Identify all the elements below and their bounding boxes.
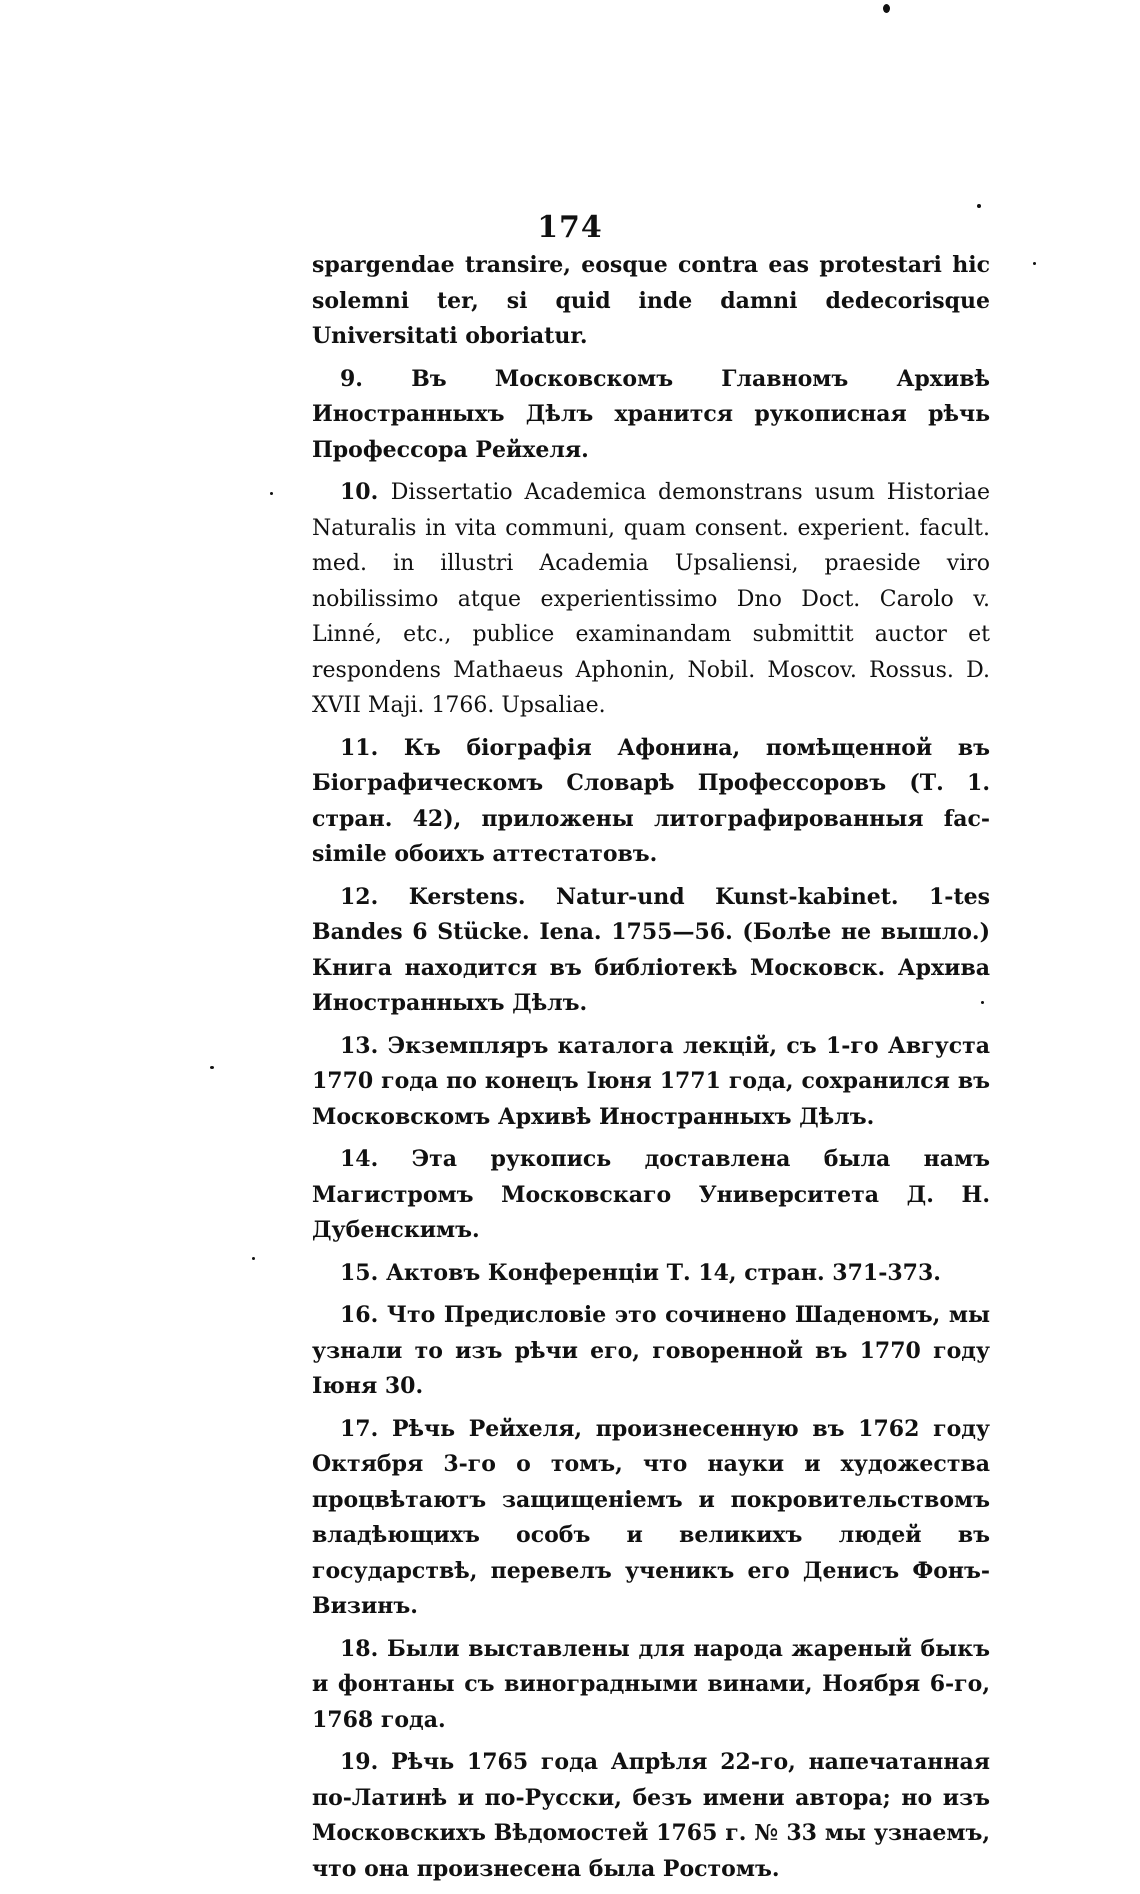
footnote-number: 16.	[340, 1302, 379, 1328]
page-number: 174	[537, 210, 603, 245]
footnote-19	[312, 1745, 990, 1887]
footnote-text: Что Предисловіе это сочинено Шаденомъ, мы узнали то изъ рѣчи его, говоренной въ 1770 году Іюня 30.	[312, 1302, 990, 1399]
scan-speck	[270, 492, 273, 495]
paragraph-text: spargendae transire, eosque contra eas protestari hic solemni ter, si quid inde damni dedecorisque Universitati oboriatur.	[312, 252, 990, 349]
scan-speck	[981, 1001, 984, 1004]
footnote-number: 17.	[340, 1415, 379, 1442]
footnote-text: Актовъ Конференціи Т. 14, стран. 371-373.	[385, 1259, 941, 1286]
footnote-number: 13.	[340, 1032, 379, 1059]
footnote-number: 19.	[340, 1749, 379, 1775]
scan-speck	[252, 1257, 255, 1260]
footnote-12	[312, 880, 990, 1022]
footnote-number: 9.	[340, 365, 363, 392]
text-column	[312, 248, 990, 1894]
footnote-text: Къ біографія Афонина, помѣщенной въ Біографическомъ Словарѣ Профессоровъ (Т. 1. стран. 42), приложены литографированныя fac-simile обоихъ аттестатовъ.	[312, 734, 990, 867]
footnote-17	[312, 1412, 990, 1625]
footnote-text: Были выставлены для народа жареный быкъ и фонтаны съ виноградными винами, Ноября 6-го, 1768 года.	[312, 1635, 990, 1733]
footnote-13	[312, 1029, 990, 1136]
footnote-text: Рѣчь 1765 года Апрѣля 22-го, напечатанная по-Латинѣ и по-Русски, безъ имени автора; но изъ Московскихъ Вѣдомостей 1765 г. № 33 мы узнаемъ, что она произнесена была Ростомъ.	[312, 1749, 990, 1882]
footnote-number: 11.	[340, 734, 379, 761]
footnote-number: 14.	[340, 1146, 379, 1172]
footnote-15	[312, 1256, 990, 1292]
footnote-text: Рѣчь Рейхеля, произнесенную въ 1762 году Октября 3-го о томъ, что науки и художества процвѣтаютъ защищеніемъ и покровительствомъ владѣющихъ особъ и великихъ людей въ государствѣ, перевелъ ученикъ его Денисъ Фонъ-Визинъ.	[312, 1415, 990, 1619]
footnote-text: Dissertatio Academica demonstrans usum Historiae Naturalis in vita communi, quam consent. experient. facult. med. in illustri Academia Upsaliensi, praeside viro nobilissimo atque experientissimo Dno Doct. Carolo v. Linné, etc., publice examinandam submittit auctor et respondens Mathaeus Aphonin, Nobil. Moscov. Rossus. D. XVII Maji. 1766. Upsaliae.	[312, 480, 990, 718]
paragraph-continued	[312, 248, 990, 355]
footnote-10	[312, 475, 990, 724]
footnote-18	[312, 1632, 990, 1739]
footnote-11	[312, 731, 990, 873]
footnote-14	[312, 1142, 990, 1249]
scan-speck	[210, 1066, 214, 1069]
scan-speck	[883, 4, 890, 13]
footnote-9	[312, 362, 990, 469]
footnote-text: Въ Московскомъ Главномъ Архивѣ Иностранныхъ Дѣлъ хранится рукописная рѣчь Профессора Рейхеля.	[312, 365, 990, 463]
scan-speck	[1033, 262, 1036, 265]
scan-speck	[977, 204, 981, 208]
footnote-text: Kerstens. Natur-und Kunst-kabinet. 1-tes Bandes 6 Stücke. Iena. 1755—56. (Болѣе не вышло.) Книга находится въ библіотекѣ Московск. Архива Иностранныхъ Дѣлъ.	[312, 883, 990, 1016]
footnote-number: 15.	[340, 1259, 379, 1286]
footnote-number: 12.	[340, 883, 379, 910]
footnote-16	[312, 1298, 990, 1405]
footnote-text: Эта рукопись доставлена была намъ Магистромъ Московскаго Университета Д. Н. Дубенскимъ.	[312, 1146, 990, 1243]
footnote-number: 18.	[340, 1635, 379, 1662]
footnote-number: 10.	[340, 479, 379, 505]
footnote-text: Экземпляръ каталога лекцій, съ 1-го Августа 1770 года по конецъ Іюня 1771 года, сохранился въ Московскомъ Архивѣ Иностранныхъ Дѣлъ.	[312, 1032, 990, 1130]
